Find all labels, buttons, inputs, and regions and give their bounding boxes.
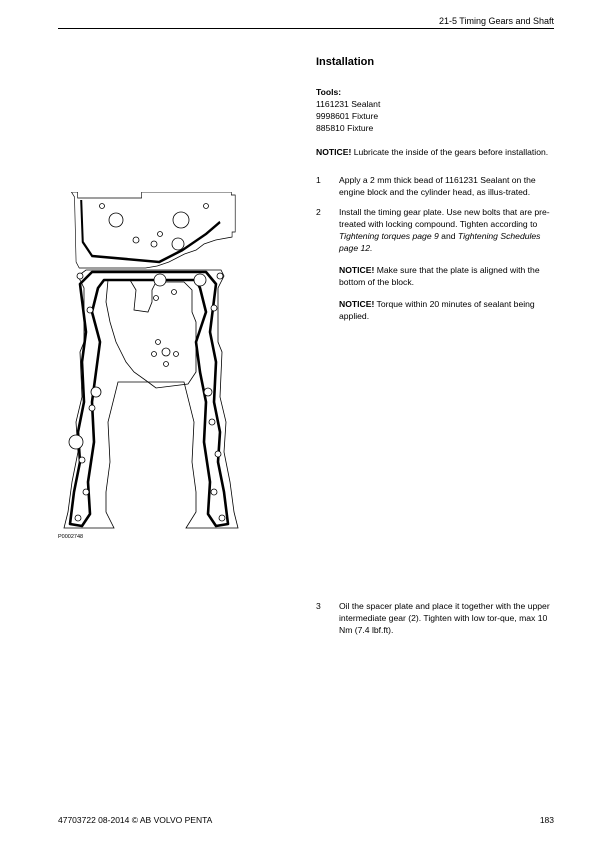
footer-doc-info: 47703722 08-2014 © AB VOLVO PENTA [58,815,213,825]
notice-torque-time [316,298,556,322]
notice-alignment [316,264,556,288]
step-number: 2 [316,207,321,217]
step-text: Oil the spacer plate and place it together with the upper intermediate gear (2). Tighten with low tor-que, max 10 Nm (7.4 lbf.ft). [339,601,550,635]
notice-text: Make sure that the plate is aligned with the bottom of the block. [339,265,540,287]
installation-section [316,56,556,322]
step-1 [316,174,556,198]
notice-text: Lubricate the inside of the gears before installation. [351,147,549,157]
figure-id: P0002748 [58,534,84,540]
step-text: Install the timing gear plate. Use new bolts that are pre-treated with locking compound. Tighten according to [339,207,550,229]
notice-label: NOTICE! [339,299,375,309]
header-rule [58,28,554,29]
step-3 [316,600,556,636]
notice-text: Torque within 20 minutes of sealant being applied. [339,299,535,321]
step-text: Apply a 2 mm thick bead of 1161231 Sealant on the engine block and the cylinder head, as illus-trated. [339,175,536,197]
page-header-title: 21-5 Timing Gears and Shaft [438,16,554,26]
step-2 [316,206,556,254]
step-number: 1 [316,175,321,185]
step-text: and [438,231,458,241]
notice-label: NOTICE! [316,147,352,157]
link-tightening-schedules[interactable]: Tightening Schedules page 12. [339,231,541,253]
notice-lubricate [316,146,556,158]
link-tightening-torques[interactable]: Tightening torques page 9 [339,231,439,241]
tool-item: 885810 Fixture [316,123,374,133]
page-number: 183 [539,815,554,825]
tool-item: 9998601 Fixture [316,111,379,121]
tool-item: 1161231 Sealant [316,99,381,109]
tools-label: Tools: [316,87,342,97]
step-number: 3 [316,601,321,611]
notice-label: NOTICE! [339,265,375,275]
timing-gear-plate-illustration [56,192,246,534]
section-title: Installation [316,56,375,68]
